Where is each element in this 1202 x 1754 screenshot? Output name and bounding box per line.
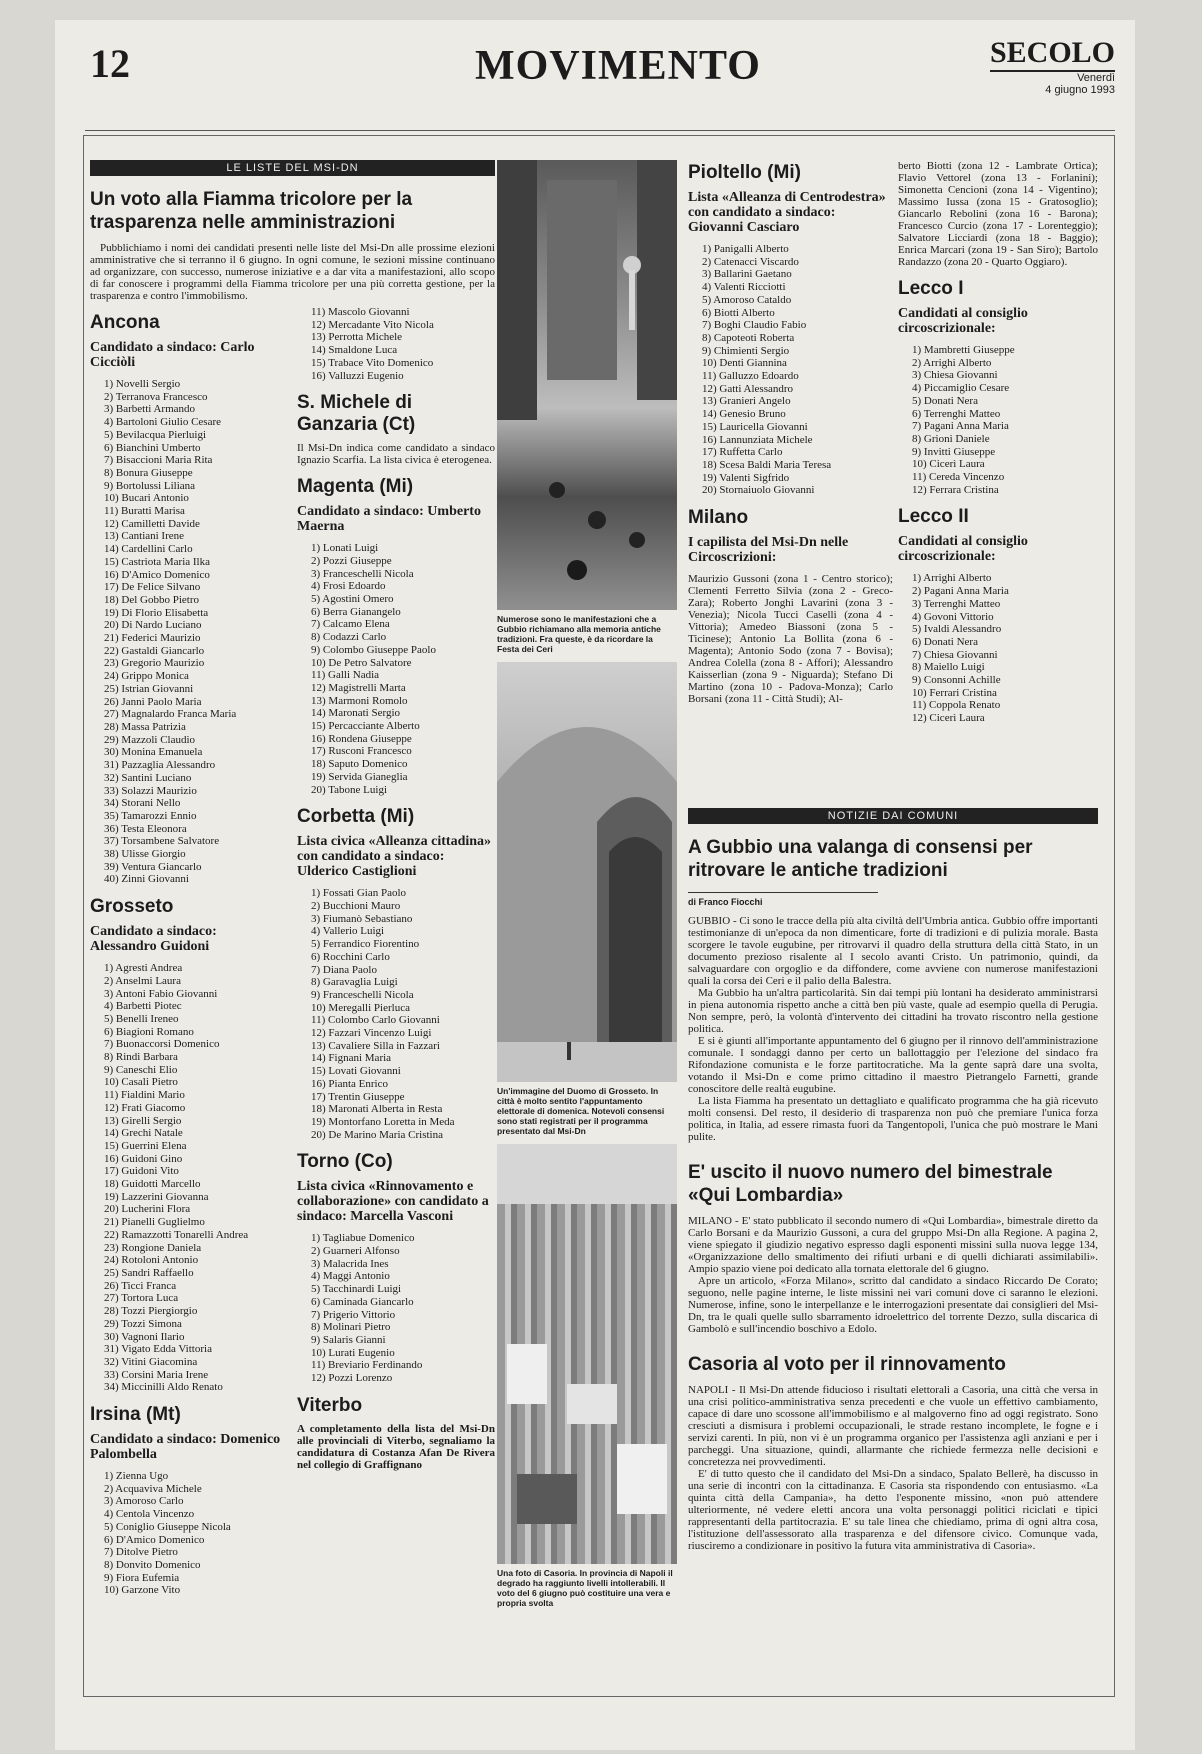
candidate-name: 2) Pagani Anna Maria	[912, 585, 1009, 598]
candidate-name: 2) Bucchioni Mauro	[311, 899, 401, 912]
article-text: NAPOLI - Il Msi-Dn attende fiducioso i risultati elettorali a Casoria, una città che versa in una crisi politico-amministrativa senza precedenti e che vuole un effettivo cambiamento, capace di dare uno scossone all'immobilismo e al malgoverno fino ad oggi registrato. Sono cresciuti a dismisura i problemi occupazionali, le strade restano incomplete, le fogne e i servizi carenti. In più, non vi è un programma organico per l'assistenza agli anziani e per i parcheggi. Una situazione, quindi, allarmante che richiede fermezza nelle decisioni e concretezza nei provvedimenti.	[688, 1384, 1098, 1468]
masthead-logo	[990, 36, 1115, 96]
candidate-name: 18) Guidotti Marcello	[104, 1178, 201, 1191]
candidate-name: 30) Vagnoni Ilario	[104, 1330, 185, 1343]
candidate-name: 19) Montorfano Loretta in Meda	[311, 1115, 455, 1128]
article-headline: Casoria al voto per il rinnovamento	[688, 1354, 1006, 1375]
candidate-name: 8) Codazzi Carlo	[311, 631, 387, 644]
candidate-name: 10) Cicerì Laura	[912, 458, 985, 471]
candidate-name: 1) Lonati Luigi	[311, 542, 379, 555]
candidate-name: 2) Anselmi Laura	[104, 974, 181, 987]
candidate-name: 33) Corsini Maria Irene	[104, 1368, 209, 1381]
candidate-list	[90, 962, 285, 1394]
candidate-list	[688, 243, 893, 497]
paper-name: SECOLO	[990, 36, 1115, 72]
candidate-name: 1) Agresti Andrea	[104, 962, 183, 975]
candidate-name: 8) Maiello Luigi	[912, 661, 985, 674]
candidate-name: 9) Invitti Giuseppe	[912, 445, 996, 458]
candidate-name: 3) Malacrida Ines	[311, 1257, 389, 1270]
candidate-name: 5) Agostini Omero	[311, 593, 394, 606]
candidate-name: 15) Guerrini Elena	[104, 1139, 187, 1152]
candidate-name: 24) Rotoloni Antonio	[104, 1254, 199, 1267]
candidate-name: 5) Bevilacqua Pierluigi	[104, 428, 207, 441]
candidate-name: 7) Calcamo Elena	[311, 618, 390, 631]
candidate-list	[297, 1232, 495, 1384]
candidate-name: 19) Valenti Sigfrido	[702, 471, 790, 484]
candidate-name: 2) Guarneri Alfonso	[311, 1245, 400, 1258]
candidate-name: 10) Garzone Vito	[104, 1584, 181, 1597]
candidate-name: 6) Rocchini Carlo	[311, 950, 390, 963]
candidate-name: 6) Biagioni Romano	[104, 1025, 194, 1038]
city-heading: Viterbo	[297, 1394, 363, 1416]
candidate-name: 8) Molinari Pietro	[311, 1321, 391, 1334]
candidate-line: Candidato a sindaco: Alessandro Guidoni	[90, 924, 217, 955]
candidate-name: 24) Grippo Monica	[104, 670, 189, 683]
issue-date: 4 giugno 1993	[1045, 84, 1115, 96]
candidate-name: 11) Mascolo Giovanni	[311, 306, 410, 318]
candidate-name: 11) Breviario Ferdinando	[311, 1359, 423, 1372]
candidate-name: 2) Terranova Francesco	[104, 390, 208, 403]
candidate-name: 11) Coppola Renato	[912, 699, 1001, 712]
candidate-name: 2) Acquaviva Michele	[104, 1482, 202, 1495]
candidate-name: 10) Casali Pietro	[104, 1076, 178, 1089]
candidate-name: 7) Prigerio Vittorio	[311, 1308, 396, 1321]
candidate-name: 13) Marmoni Romolo	[311, 694, 408, 707]
candidate-name: 20) Di Nardo Luciano	[104, 619, 202, 632]
subcol-left	[90, 302, 285, 1597]
candidate-name: 8) Garavaglia Luigi	[311, 976, 398, 989]
article-text: Maurizio Gussoni (zona 1 - Centro storico); Clementi Ferretto Silvia (zona 2 - Greco-Zara); Roberto Jonghi Lavarini (zona 3 - Venezia); Nicola Tucci Caselli (zona 4 - Vittoria); Amedeo Biassoni (zona 5 - Ticinese); Antonio La Bollita (zona 6 - Magenta); Antonio Sodo (zona 7 - Bovisa); Andrea Colella (zona 8 - Affori); Alessandro Kaisserlian (zona 9 - Niguarda); Stefano Di Martino (zona 10 - Padova-Monza); Carlo Borsani (zona 11 - Città Studi); Al-	[688, 573, 893, 706]
weekday: Venerdì	[1077, 72, 1115, 84]
candidate-name: 10) De Petro Salvatore	[311, 656, 412, 669]
city-heading: Corbetta (Mi)	[297, 806, 415, 828]
candidate-name: 2) Pozzi Giuseppe	[311, 554, 392, 567]
candidate-name: 29) Tozzi Simona	[104, 1317, 182, 1330]
candidate-name: 6) Bianchini Umberto	[104, 441, 201, 454]
candidate-name: 4) Barbetti Piotec	[104, 1000, 182, 1013]
candidate-name: 26) Janni Paolo Maria	[104, 695, 202, 708]
candidate-name: 4) Piccamiglio Cesare	[912, 382, 1010, 395]
candidate-name: 20) Tabone Luigi	[311, 783, 388, 796]
candidate-line: Candidato a sindaco: Carlo Cicciòli	[90, 340, 255, 370]
candidate-name: 28) Massa Patrizia	[104, 720, 186, 733]
candidate-name: 7) Buonaccorsi Domenico	[104, 1038, 220, 1051]
candidate-line: I capilista del Msi-Dn nelle Circoscrizioni:	[688, 535, 849, 566]
candidate-line: Candidato a sindaco: Umberto Maerna	[297, 504, 481, 535]
column-photos	[497, 160, 677, 1700]
candidate-list	[898, 344, 1098, 496]
candidate-name: 16) Lannunziata Michele	[702, 433, 813, 446]
city-heading: Lecco I	[898, 278, 964, 299]
candidate-name: 9) Caneschi Elio	[104, 1063, 178, 1076]
candidate-name: 1) Zienna Ugo	[104, 1470, 169, 1483]
candidate-name: 12) Magistrelli Marta	[311, 681, 406, 694]
lead-paragraph: Pubblichiamo i nomi dei candidati presenti nelle liste del Msi-Dn alle prossime elezioni amministrative che si terranno il 6 giugno. In ogni comune, le sezioni missine continuano ad organizzare, con successo, numerose iniziative e a dar vita a manifestazioni, allo scopo di far conoscere i programmi della Fiamma tricolore per una più corretta gestione, per la trasparenza e contro l'immobilismo.	[90, 242, 495, 302]
candidate-name: 22) Ramazzotti Tonarelli Andrea	[104, 1228, 249, 1241]
candidate-name: 6) Terrenghi Matteo	[912, 407, 1001, 420]
candidate-name: 17) De Felice Silvano	[104, 581, 201, 594]
candidate-name: 33) Solazzi Maurizio	[104, 784, 197, 797]
article-headline: A Gubbio una valanga di consensi per ritrovare le antiche tradizioni	[688, 837, 1033, 881]
section-title: MOVIMENTO	[475, 43, 761, 89]
candidate-name: 20) Stornaiuolo Giovanni	[702, 484, 815, 497]
candidate-name: 3) Terrenghi Matteo	[912, 597, 1001, 610]
photo-casoria-aerial	[497, 1144, 677, 1564]
candidate-name: 12) Frati Giacomo	[104, 1101, 186, 1114]
candidate-name: 36) Testa Eleonora	[104, 822, 187, 835]
candidate-name: 17) Trentin Giuseppe	[311, 1090, 405, 1103]
candidate-name: 18) Del Gobbo Pietro	[104, 593, 200, 606]
candidate-name: 10) Meregalli Pierluca	[311, 1001, 410, 1014]
candidate-name: 7) Chiesa Giovanni	[912, 648, 998, 661]
candidate-name: 4) Bartoloni Giulio Cesare	[104, 416, 222, 429]
candidate-name: 8) Donvito Domenico	[104, 1558, 201, 1571]
candidate-name: 10) Lurati Eugenio	[311, 1346, 395, 1359]
main-headline: Un voto alla Fiamma tricolore per la trasparenza nelle amministrazioni	[90, 189, 413, 233]
candidate-name: 11) Galli Nadia	[311, 669, 380, 682]
candidate-name: 13) Cavaliere Silla in Fazzari	[311, 1039, 440, 1052]
candidate-line: Lista civica «Rinnovamento e collaborazione» con candidato a sindaco: Marcella Vasconi	[297, 1179, 489, 1225]
candidate-name: 2) Catenacci Viscardo	[702, 255, 799, 268]
candidate-name: 7) Pagani Anna Maria	[912, 420, 1009, 433]
city-heading: Lecco II	[898, 506, 969, 528]
news-from-towns	[688, 808, 1098, 1552]
candidate-name: 1) Mambretti Giuseppe	[912, 344, 1015, 356]
subcol-pioltello-milano	[688, 160, 893, 705]
candidate-name: 15) Lauricella Giovanni	[702, 420, 808, 433]
candidate-name: 9) Chimienti Sergio	[702, 344, 790, 357]
candidate-name: 18) Maronati Alberta in Resta	[311, 1103, 443, 1116]
candidate-name: 26) Ticci Franca	[104, 1279, 177, 1292]
candidate-name: 30) Monina Emanuela	[104, 746, 203, 759]
candidate-name: 32) Santini Luciano	[104, 771, 192, 784]
candidate-name: 19) Lazzerini Giovanna	[104, 1190, 209, 1203]
candidate-name: 19) Di Florio Elisabetta	[104, 606, 209, 619]
candidate-name: 28) Tozzi Piergiorgio	[104, 1305, 198, 1318]
subcol-right	[297, 302, 495, 1597]
candidate-name: 12) Mercadante Vito Nicola	[311, 318, 434, 331]
candidate-name: 3) Fiumanò Sebastiano	[311, 912, 413, 925]
candidate-name: 9) Fiora Eufemia	[104, 1571, 180, 1584]
candidate-name: 7) Ditolve Pietro	[104, 1546, 178, 1559]
candidate-list	[90, 1470, 285, 1597]
photo-city-graphic	[497, 1144, 677, 1564]
candidate-name: 9) Colombo Giuseppe Paolo	[311, 643, 436, 656]
candidate-name: 11) Fialdini Mario	[104, 1089, 185, 1102]
candidate-name: 14) Genesio Bruno	[702, 408, 786, 421]
candidate-name: 37) Torsambene Salvatore	[104, 835, 220, 848]
candidate-name: 4) Valenti Ricciotti	[702, 281, 786, 294]
candidate-name: 3) Ballarini Gaetano	[702, 268, 792, 281]
candidate-name: 3) Barbetti Armando	[104, 403, 196, 416]
candidate-line: Lista civica «Alleanza cittadina» con candidato a sindaco: Ulderico Castiglioni	[297, 834, 492, 880]
candidate-name: 3) Antoni Fabio Giovanni	[104, 987, 218, 1000]
candidate-line: Candidati al consiglio circoscrizionale:	[898, 534, 1028, 565]
candidate-name: 25) Sandri Raffaello	[104, 1267, 194, 1279]
candidate-name: 4) Frosi Edoardo	[311, 580, 386, 593]
candidate-name: 12) Cicerì Laura	[912, 712, 985, 725]
city-heading: Grosseto	[90, 896, 174, 918]
candidate-name: 17) Rusconi Francesco	[311, 745, 412, 758]
candidate-name: 16) Rondena Giuseppe	[311, 732, 412, 745]
candidate-name: 34) Storani Nello	[104, 797, 181, 810]
photo-gubbio-festival	[497, 160, 677, 610]
candidate-name: 9) Consonni Achille	[912, 674, 1001, 687]
candidate-name: 39) Ventura Giancarlo	[104, 860, 202, 873]
candidate-name: 12) Camilletti Davide	[104, 517, 200, 530]
candidate-name: 8) Bonura Giuseppe	[104, 466, 193, 479]
candidate-name: 11) Cereda Vincenzo	[912, 471, 1005, 484]
candidate-name: 12) Fazzari Vincenzo Luigi	[311, 1027, 432, 1040]
photo-caption: Numerose sono le manifestazioni che a Gubbio richiamano alla memoria antiche tradizioni. Fra queste, è da ricordare la Festa dei Ceri	[497, 614, 661, 654]
candidate-line: Lista «Alleanza di Centrodestra» con candidato a sindaco: Giovanni Casciaro	[688, 190, 886, 235]
article-text: A completamento della lista del Msi-Dn alle provinciali di Viterbo, segnaliamo la candidatura di Costanza Afan De Rivera nel collegio di Graffignano	[297, 1422, 495, 1471]
candidate-name: 3) Chiesa Giovanni	[912, 369, 998, 382]
candidate-name: 27) Magnalardo Franca Maria	[104, 708, 237, 721]
candidate-name: 15) Castriota Maria Ilka	[104, 555, 210, 568]
candidate-name: 1) Novelli Sergio	[104, 378, 181, 390]
city-heading: S. Michele di Ganzaria (Ct)	[297, 392, 416, 436]
city-heading: Irsina (Mt)	[90, 1404, 181, 1426]
candidate-name: 40) Zinni Giovanni	[104, 873, 189, 886]
article-text: GUBBIO - Ci sono le tracce della più alta civiltà dell'Umbria antica. Gubbio offre importanti testimonianze di un'epoca da non dimenticare, forte di tradizioni e di pulizia morale. Basta scorgere le tavole eugubine, per ritrovarvi il quadro della struttura della città Stato, in un documento prezioso risalente al I secolo avanti Cristo. Un patrimonio, quindi, da salvaguardare con orgoglio e da diffondere, come avviene con numerose manifestazioni quali la corsa dei Ceri e il palio della Balestra.	[688, 915, 1098, 987]
candidate-name: 20) Lucherini Flora	[104, 1203, 191, 1216]
candidate-name: 17) Guidoni Vito	[104, 1165, 179, 1178]
candidate-name: 8) Capoteoti Roberta	[702, 331, 795, 344]
candidate-name: 8) Grioni Daniele	[912, 432, 990, 445]
photo-duomo-grosseto	[497, 662, 677, 1082]
candidate-name: 1) Arrighi Alberto	[912, 572, 992, 585]
article-headline: E' uscito il nuovo numero del bimestrale «Qui Lombardia»	[688, 1162, 1053, 1206]
article-text: E si è giunti all'importante appuntamento del 6 giugno per il rinnovo dell'amministrazione comunale. I sondaggi danno per certo un ballottaggio per l'elezione del sindaco fra Rifondazione comunista e le forze partitocratiche. Ma la gente saprà dare una svolta, votando il Msi-Dn e come primo cittadino il maestro Pietrangelo Farnetti, grande conoscitore delle realtà eugubine.	[688, 1035, 1098, 1095]
candidate-list	[297, 302, 495, 382]
candidate-name: 16) Guidoni Gino	[104, 1152, 183, 1165]
candidate-name: 4) Vallerio Luigi	[311, 925, 385, 938]
candidate-name: 18) Saputo Domenico	[311, 758, 408, 771]
candidate-name: 14) Maronati Sergio	[311, 707, 401, 720]
candidate-name: 1) Tagliabue Domenico	[311, 1232, 415, 1245]
candidate-name: 23) Rongione Daniela	[104, 1241, 202, 1254]
candidate-name: 27) Tortora Luca	[104, 1292, 179, 1305]
candidate-name: 5) Tacchinardi Luigi	[311, 1283, 402, 1296]
header-rule	[85, 130, 1115, 131]
candidate-list	[898, 572, 1098, 724]
city-heading: Magenta (Mi)	[297, 476, 414, 498]
candidate-name: 10) Bucari Antonio	[104, 492, 189, 505]
candidate-name: 5) Ivaldi Alessandro	[912, 623, 1002, 636]
candidate-name: 25) Istrian Giovanni	[104, 682, 194, 695]
candidate-name: 11) Colombo Carlo Giovanni	[311, 1014, 440, 1027]
candidate-name: 9) Salaris Gianni	[311, 1333, 386, 1346]
photo-cathedral-graphic	[497, 662, 677, 1082]
candidate-name: 4) Centola Vincenzo	[104, 1508, 195, 1521]
candidate-name: 22) Gastaldi Giancarlo	[104, 644, 205, 657]
article-text: MILANO - E' stato pubblicato il secondo numero di «Qui Lombardia», bimestrale diretto da Carlo Borsani e da Maurizio Gussoni, a cura del gruppo Msi-Dn alla Regione. A pagina 2, viene spiegato il giudizio negativo espresso dagli esponenti missini sulla nuova legge 134, «Organizzazione dello smaltimento dei rifiuti urbani e di quelli dichiarati assimilabili». Ampio spazio viene poi dedicato alla tornata elettorale del 6 giugno.	[688, 1215, 1098, 1275]
candidate-name: 11) Galluzzo Edoardo	[702, 370, 799, 383]
candidate-name: 7) Bisaccioni Maria Rita	[104, 454, 213, 467]
candidate-name: 19) Servida Gianeglia	[311, 770, 408, 783]
article-text: Ma Gubbio ha un'altra particolarità. Sin dai tempi più lontani ha desiderato amministrarsi in piena autonomia rispetto anche a città ben più vaste, quale ad esempio quella di Perugia. Non sempre, però, la volontà d'intervento dei cittadini ha trovato riscontro nella gestione politica.	[688, 987, 1098, 1035]
candidate-name: 11) Buratti Marisa	[104, 505, 185, 518]
photo-crowd-graphic	[497, 160, 677, 610]
article-text: E' di tutto questo che il candidato del Msi-Dn a sindaco, Spalato Bellerè, ha discusso in una serie di incontri con la cittadinanza. E Casoria sta rispondendo con entusiasmo. «La quinta città della Campania», ha detto l'esponente missino, «non può attendere ulteriormente, né vedere eletti ancora una volta personaggi politici riciclati e tipici rappresentanti della partitocrazia. E' su tale linea che chiediamo, prima di ogni altra cosa, l'istituzione dell'assessorato alla trasparenza e del difensore civico. Comunque vada, riusciremo a condizionare in positivo la futura vita amministrativa di Casoria».	[688, 1468, 1098, 1552]
candidate-name: 17) Ruffetta Carlo	[702, 446, 783, 459]
candidate-name: 12) Ferrara Cristina	[912, 483, 999, 496]
candidate-name: 9) Franceschelli Nicola	[311, 988, 414, 1001]
candidate-name: 5) Ferrandico Fiorentino	[311, 938, 420, 951]
candidate-name: 6) D'Amico Domenico	[104, 1533, 205, 1546]
candidate-name: 3) Franceschelli Nicola	[311, 567, 414, 580]
article-text: La lista Fiamma ha presentato un dettagliato e qualificato programma che ha già ricevuto molti consensi. Del resto, il desiderio di trasparenza non può che premiare l'unica forza politica, in Italia, ad essere rimasta fuori da Tangentopoli, l'unica che può mostrare le Mani pulite.	[688, 1095, 1098, 1143]
candidate-name: 8) Rindi Barbara	[104, 1051, 178, 1064]
candidate-name: 2) Arrighi Alberto	[912, 356, 992, 369]
candidate-name: 34) Miccinilli Aldo Renato	[104, 1381, 223, 1394]
candidate-name: 5) Coniglio Giuseppe Nicola	[104, 1520, 231, 1533]
candidate-name: 4) Maggi Antonio	[311, 1270, 390, 1283]
candidate-name: 13) Girelli Sergio	[104, 1114, 182, 1127]
candidate-name: 14) Grechi Natale	[104, 1127, 183, 1140]
candidate-line: Candidato a sindaco: Domenico Palombella	[90, 1432, 281, 1463]
candidate-name: 14) Cardellini Carlo	[104, 543, 193, 556]
city-heading: Ancona	[90, 312, 160, 333]
candidate-list	[297, 542, 495, 796]
city-heading: Torno (Co)	[297, 1151, 393, 1173]
candidate-name: 6) Caminada Giancarlo	[311, 1295, 414, 1308]
candidate-name: 6) Biotti Alberto	[702, 306, 775, 319]
candidate-name: 21) Pianelli Guglielmo	[104, 1216, 205, 1229]
candidate-name: 31) Pazzaglia Alessandro	[104, 759, 216, 772]
candidate-name: 16) Valluzzi Eugenio	[311, 369, 404, 382]
candidate-name: 10) Ferrari Cristina	[912, 686, 997, 699]
candidate-line: Candidati al consiglio circoscrizionale:	[898, 306, 1028, 336]
candidate-name: 21) Federici Maurizio	[104, 632, 201, 645]
candidate-name: 13) Perrotta Michele	[311, 331, 403, 344]
subcol-lecco	[898, 160, 1098, 725]
candidate-name: 16) Pianta Enrico	[311, 1077, 388, 1090]
candidate-list	[90, 378, 285, 886]
article-text: Apre un articolo, «Forza Milano», scritto dal candidato a sindaco Riccardo De Corato; seguono, nelle pagine interne, le liste missini nei vari comuni dove ci saranno le elezioni. Numerose, infine, sono le interpellanze e le interrogazioni presentate dai consiglieri del Msi-Dn, tra le quali quelle sullo sbarramento idroelettrico del torrente Dezzo, sulla discarica di Gambolò e sull'incendio boschivo a Edolo.	[688, 1275, 1098, 1335]
byline: di Franco Fiocchi	[688, 892, 878, 907]
candidate-name: 5) Amoroso Cataldo	[702, 293, 792, 306]
candidate-name: 7) Boghi Claudio Fabio	[702, 319, 807, 332]
candidate-name: 32) Vitini Giacomina	[104, 1355, 198, 1368]
candidate-name: 14) Fignani Maria	[311, 1052, 392, 1065]
candidate-name: 14) Smaldone Luca	[311, 344, 398, 357]
kicker-bar: LE LISTE DEL MSI-DN	[90, 160, 495, 176]
candidate-name: 15) Trabace Vito Domenico	[311, 356, 434, 369]
candidate-name: 5) Donati Nera	[912, 394, 978, 407]
candidate-list	[297, 887, 495, 1141]
candidate-name: 1) Panigalli Alberto	[702, 243, 789, 255]
candidate-name: 35) Tamarozzi Ennio	[104, 809, 197, 822]
candidate-name: 3) Amoroso Carlo	[104, 1495, 184, 1508]
newspaper-page	[55, 20, 1135, 1750]
candidate-name: 29) Mazzoli Claudio	[104, 733, 196, 746]
candidate-name: 18) Scesa Baldi Maria Teresa	[702, 458, 832, 471]
city-heading: Pioltello (Mi)	[688, 162, 801, 183]
candidate-name: 38) Ulisse Giorgio	[104, 848, 186, 861]
candidate-name: 12) Pozzi Lorenzo	[311, 1372, 393, 1385]
candidate-name: 13) Granieri Angelo	[702, 395, 791, 408]
candidate-name: 1) Fossati Gian Paolo	[311, 887, 407, 900]
photo-caption: Un'immagine del Duomo di Grosseto. In città è molto sentito l'appuntamento elettorale di domenica. Notevoli consensi sono stati registrati per il programma presentato dal Msi-Dn	[497, 1086, 665, 1136]
candidate-name: 15) Percacciante Alberto	[311, 720, 420, 733]
candidate-name: 13) Cantiani Irene	[104, 530, 185, 543]
kicker-bar: NOTIZIE DAI COMUNI	[688, 808, 1098, 824]
candidate-name: 10) Denti Giannina	[702, 357, 787, 370]
candidate-name: 12) Gatti Alessandro	[702, 382, 794, 395]
column-lists	[90, 160, 495, 1700]
article-text: berto Biotti (zona 12 - Lambrate Ortica); Flavio Vettorel (zona 13 - Forlanini); Simonetta Cencioni (zona 14 - Vigentino); Massimo Iussa (zona 15 - Gratosoglio); Giancarlo Rebolini (zona 16 - Barona); Francesco Curcio (zona 17 - Lorenteggio); Salvatore Licciardi (zona 18 - Baggio); Enrica Marcari (zona 19 - San Siro); Bartolo Randazzo (zona 20 - Quarto Oggiaro).	[898, 160, 1098, 268]
photo-caption: Una foto di Casoria. In provincia di Napoli il degrado ha raggiunto livelli intollerabili. Il voto del 6 giugno può costituire una vera e propria svolta	[497, 1568, 673, 1608]
candidate-name: 23) Gregorio Maurizio	[104, 657, 205, 670]
candidate-name: 6) Berra Gianangelo	[311, 605, 401, 618]
article-text: Il Msi-Dn indica come candidato a sindaco Ignazio Scarfia. La lista civica è eterogenea.	[297, 442, 495, 467]
candidate-name: 5) Benelli Ireneo	[104, 1012, 179, 1025]
candidate-name: 6) Donati Nera	[912, 635, 978, 648]
candidate-name: 16) D'Amico Domenico	[104, 568, 210, 581]
candidate-name: 15) Lovati Giovanni	[311, 1065, 401, 1078]
candidate-name: 20) De Marino Maria Cristina	[311, 1128, 443, 1141]
city-heading: Milano	[688, 507, 749, 529]
candidate-name: 4) Govoni Vittorio	[912, 610, 994, 623]
candidate-name: 9) Bortolussi Liliana	[104, 479, 196, 492]
page-number: 12	[90, 41, 130, 86]
candidate-name: 31) Vigato Edda Vittoria	[104, 1343, 212, 1356]
candidate-name: 7) Diana Paolo	[311, 963, 377, 976]
column-news	[688, 160, 1108, 1700]
